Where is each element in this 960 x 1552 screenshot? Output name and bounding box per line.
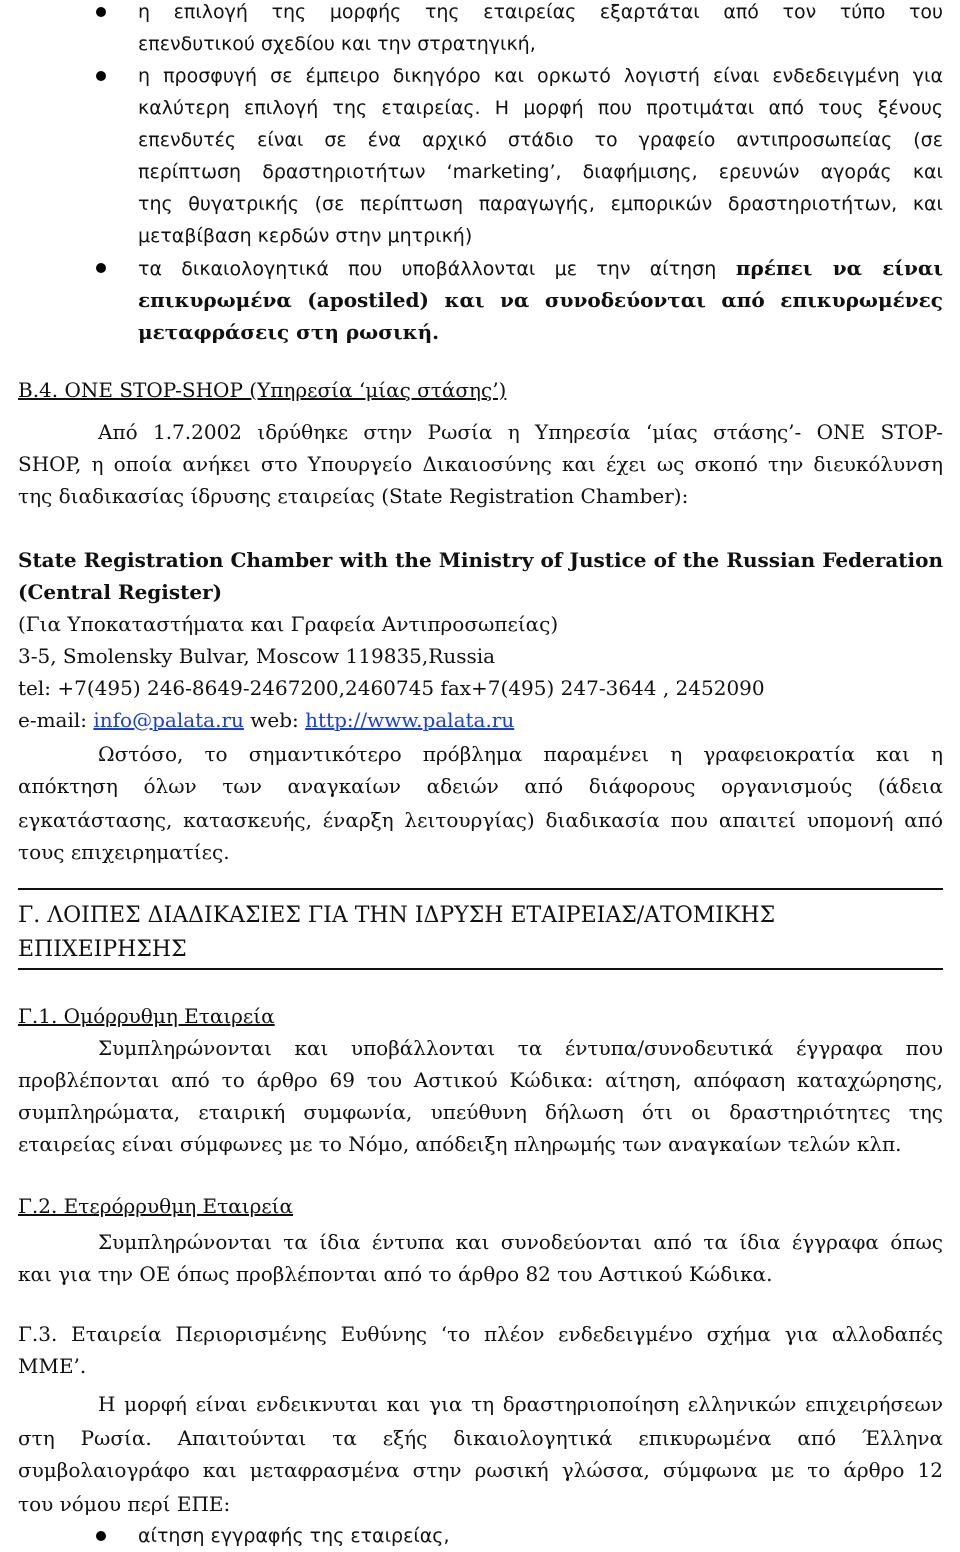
g2-para-line-1: Συμπληρώνονται τα ίδια έντυπα και συνοδεύονται από τα ίδια έγγραφα όπως xyxy=(98,1230,943,1254)
g1-heading-text: Γ.1. Ομόρρυθμη Εταιρεία xyxy=(18,1004,275,1028)
g1-para-line-4: εταιρείας είναι σύμφωνες με το Νόμο, απόδειξη πληρωμής των αναγκαίων τελών κλπ. xyxy=(18,1132,902,1156)
bullet-2-line-6: μεταβίβαση κερδών στην μητρική) xyxy=(138,225,473,247)
web-link[interactable]: http://www.palata.ru xyxy=(305,708,515,732)
section-g-heading-line-2: ΕΠΙΧΕΙΡΗΣΗΣ xyxy=(18,937,187,962)
web-label: web: xyxy=(250,708,299,732)
b4-closing-line-3: εγκατάστασης, κατασκευής, έναρξη λειτουργίας) διαδικασία που απαιτεί υπομονή από xyxy=(18,808,943,832)
bullet-dot xyxy=(96,263,106,273)
section-g3-heading-line-2: ΜΜΕ’. xyxy=(18,1354,87,1378)
bullet-3-line-1 xyxy=(138,252,943,285)
bullet-dot xyxy=(96,71,106,81)
bullet-3-line-2: επικυρωμένα (apostiled) και να συνοδεύονται από επικυρωμένες xyxy=(138,288,943,312)
bullet-dot xyxy=(96,1531,106,1541)
b4-closing-line-2: απόκτηση όλων των αναγκαίων αδειών από διάφορους οργανισμούς (άδεια xyxy=(18,774,943,798)
chamber-contacts xyxy=(18,704,943,736)
g1-para-line-3: συμπληρώματα, εταιρική συμφωνία, υπεύθυνη δήλωση ότι οι δραστηριότητες της xyxy=(18,1100,943,1124)
g3-para-line-2: στη Ρωσία. Απαιτούνται τα εξής δικαιολογητικά επικυρωμένα από Έλληνα xyxy=(18,1426,943,1450)
bullet-3-line-3: μεταφράσεις στη ρωσική. xyxy=(138,320,440,344)
bullet-3-bold-text: πρέπει να είναι xyxy=(735,256,943,280)
g3-bullet-1: αίτηση εγγραφής της εταιρείας, xyxy=(138,1525,450,1547)
b4-para-line-1: Από 1.7.2002 ιδρύθηκε στην Ρωσία η Υπηρεσία ‘μίας στάσης’- ONE STOP- xyxy=(98,420,943,444)
bullet-1-line-2: επενδυτικού σχεδίου και την στρατηγική, xyxy=(138,33,536,55)
section-g1-heading xyxy=(18,1000,943,1032)
email-label: e-mail: xyxy=(18,708,88,732)
b4-para-line-3: της διαδικασίας ίδρυσης εταιρείας (State Registration Chamber): xyxy=(18,484,689,508)
email-link[interactable]: info@palata.ru xyxy=(93,708,244,732)
g3-para-line-4: του νόμου περί ΕΠΕ: xyxy=(18,1492,231,1516)
chamber-name-line-2: (Central Register) xyxy=(18,580,223,604)
section-g2-heading: Γ.2. Ετερόρρυθμη Εταιρεία xyxy=(18,1194,294,1218)
bullet-dot xyxy=(96,7,106,17)
b4-closing-line-4: τους επιχειρηματίες. xyxy=(18,840,230,864)
section-b4-heading: Β.4. ONE STOP-SHOP (Υπηρεσία ‘μίας στάσης’) xyxy=(18,378,507,402)
chamber-tel-fax: tel: +7(495) 246-8649-2467200,2460745 fax+7(495) 247-3644 , 2452090 xyxy=(18,676,765,700)
chamber-address: 3-5, Smolensky Bulvar, Moscow 119835,Russia xyxy=(18,644,496,668)
bullet-2-line-3: επενδυτές είναι σε ένα αρχικό στάδιο το γραφείο αντιπροσωπείας (σε xyxy=(138,129,943,151)
g1-para-line-2: προβλέπονται από το άρθρο 69 του Αστικού Κώδικα: αίτηση, απόφαση καταχώρησης, xyxy=(18,1068,943,1092)
bullet-2-line-2: καλύτερη επιλογή της εταιρείας. Η μορφή που προτιμάται από τους ξένους xyxy=(138,97,943,119)
heading-top-rule xyxy=(18,888,943,890)
g3-para-line-3: συμβολαιογράφο και μεταφρασμένα στην ρωσική γλώσσα, σύμφωνα με το άρθρο 12 xyxy=(18,1458,943,1482)
section-g3-heading-line-1: Γ.3. Εταιρεία Περιορισμένης Ευθύνης ‘το πλέον ενδεδειγμένο σχήμα για αλλοδαπές xyxy=(18,1322,943,1346)
g2-para-line-2: και για την ΟΕ όπως προβλέπονται από το άρθρο 82 του Αστικού Κώδικα. xyxy=(18,1262,773,1286)
g1-para-line-1: Συμπληρώνονται και υποβάλλονται τα έντυπα/συνοδευτικά έγγραφα που xyxy=(98,1036,943,1060)
bullet-1-line-1: η επιλογή της μορφής της εταιρείας εξαρτάται από τον τύπο του xyxy=(138,1,943,23)
heading-bottom-rule xyxy=(18,968,943,970)
chamber-name-line-1: State Registration Chamber with the Ministry of Justice of the Russian Federation xyxy=(18,548,943,572)
bullet-2-line-5: της θυγατρικής (σε περίπτωση παραγωγής, εμπορικών δραστηριοτήτων, και xyxy=(138,193,943,215)
bullet-2-line-1: η προσφυγή σε έμπειρο δικηγόρο και ορκωτό λογιστή είναι ενδεδειγμένη για xyxy=(138,65,943,87)
chamber-note: (Για Υποκαταστήματα και Γραφεία Αντιπροσωπείας) xyxy=(18,612,559,636)
section-g-heading-line-1: Γ. ΛΟΙΠΕΣ ΔΙΑΔΙΚΑΣΙΕΣ ΓΙΑ ΤΗΝ ΙΔΡΥΣΗ ΕΤΑΙΡΕΙΑΣ/ΑΤΟΜΙΚΗΣ xyxy=(18,903,776,928)
b4-closing-line-1: Ωστόσο, το σημαντικότερο πρόβλημα παραμένει η γραφειοκρατία και η xyxy=(98,742,943,766)
g3-para-line-1: Η μορφή είναι ενδεικνυται και για τη δραστηριοποίηση ελληνικών επιχειρήσεων xyxy=(98,1392,943,1416)
b4-para-line-2: SHOP, η οποία ανήκει στο Υπουργείο Δικαιοσύνης και έχει ως σκοπό την διευκόλυνση xyxy=(18,452,943,476)
bullet-2-line-4: περίπτωση δραστηριοτήτων ‘marketing’, διαφήμισης, ερευνών αγοράς και xyxy=(138,161,943,183)
bullet-3-plain-text: τα δικαιολογητικά που υποβάλλονται με την αίτηση xyxy=(138,258,717,280)
